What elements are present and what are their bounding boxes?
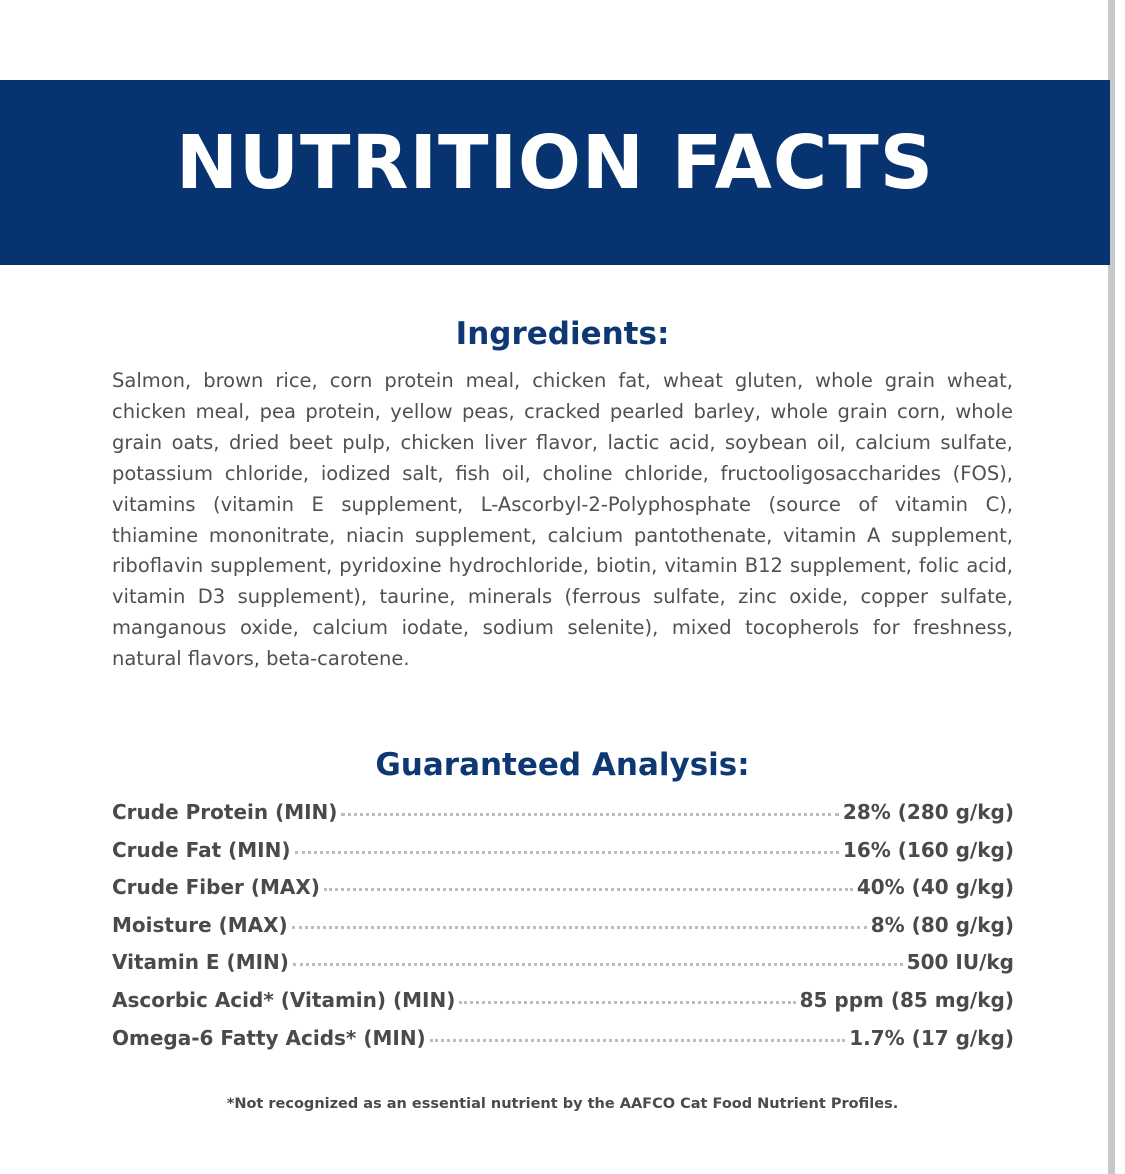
analysis-label: Omega-6 Fatty Acids* (MIN): [112, 1025, 426, 1050]
dotted-leader: [295, 851, 839, 854]
analysis-value: 28% (280 g/kg): [842, 800, 1014, 824]
analysis-value: 500 IU/kg: [906, 950, 1014, 975]
analysis-value: 16% (160 g/kg): [842, 837, 1014, 862]
analysis-row-moisture: [112, 913, 1014, 951]
analysis-row-ascorbic-acid: [112, 988, 1014, 1026]
nutrition-facts-banner: [0, 80, 1110, 265]
analysis-label: Vitamin E (MIN): [112, 950, 289, 975]
analysis-row-crude-fat: [112, 838, 1014, 876]
analysis-value: 85 ppm (85 mg/kg): [799, 987, 1014, 1012]
ingredients-list: Salmon, brown rice, corn protein meal, chicken fat, wheat gluten, whole grain wheat, chicken meal, pea protein, yellow peas, cracked pearled barley, whole grain corn, whole grain oats, dried beet pulp, chicken liver flavor, lactic acid, soybean oil, calcium sulfate, potassium chloride, iodized salt, fish oil, choline chloride, fructooligosaccharides (FOS), vitamins (vitamin E supplement, L-Ascorbyl-2-Polyphosphate (source of vitamin C), thiamine mononitrate, niacin supplement, calcium pantothenate, vitamin A supplement, riboflavin supplement, pyridoxine hydrochloride, biotin, vitamin B12 supplement, folic acid, vitamin D3 supplement), taurine, minerals (ferrous sulfate, zinc oxide, copper sulfate, manganous oxide, calcium iodate, sodium selenite), mixed tocopherols for freshness, natural flavors, beta-carotene.: [112, 369, 1013, 671]
dotted-leader: [430, 1039, 846, 1042]
analysis-row-vitamin-e: [112, 950, 1014, 988]
analysis-row-crude-fiber: [112, 875, 1014, 913]
analysis-value: 8% (80 g/kg): [870, 912, 1014, 937]
analysis-label: Ascorbic Acid* (Vitamin) (MIN): [112, 987, 456, 1012]
analysis-row-omega-6: [112, 1026, 1014, 1064]
analysis-label: Crude Protein (MIN): [112, 800, 338, 824]
analysis-value: 40% (40 g/kg): [856, 875, 1014, 900]
analysis-label: Crude Fat (MIN): [112, 837, 291, 862]
aafco-footnote: *Not recognized as an essential nutrient by the AAFCO Cat Food Nutrient Profiles.: [226, 1096, 899, 1112]
dotted-leader: [293, 963, 903, 966]
dotted-leader: [459, 1001, 795, 1004]
dotted-leader: [341, 813, 838, 816]
analysis-value: 1.7% (17 g/kg): [849, 1025, 1014, 1050]
dotted-leader: [324, 888, 853, 891]
analysis-table: [112, 800, 1014, 1063]
page-title: NUTRITION FACTS: [175, 120, 935, 206]
analysis-row-crude-protein: [112, 800, 1014, 838]
ingredients-heading: Ingredients:: [455, 316, 670, 352]
guaranteed-analysis-heading: Guaranteed Analysis:: [375, 747, 750, 783]
analysis-label: Crude Fiber (MAX): [112, 875, 320, 900]
dotted-leader: [292, 926, 867, 929]
analysis-label: Moisture (MAX): [112, 912, 288, 937]
